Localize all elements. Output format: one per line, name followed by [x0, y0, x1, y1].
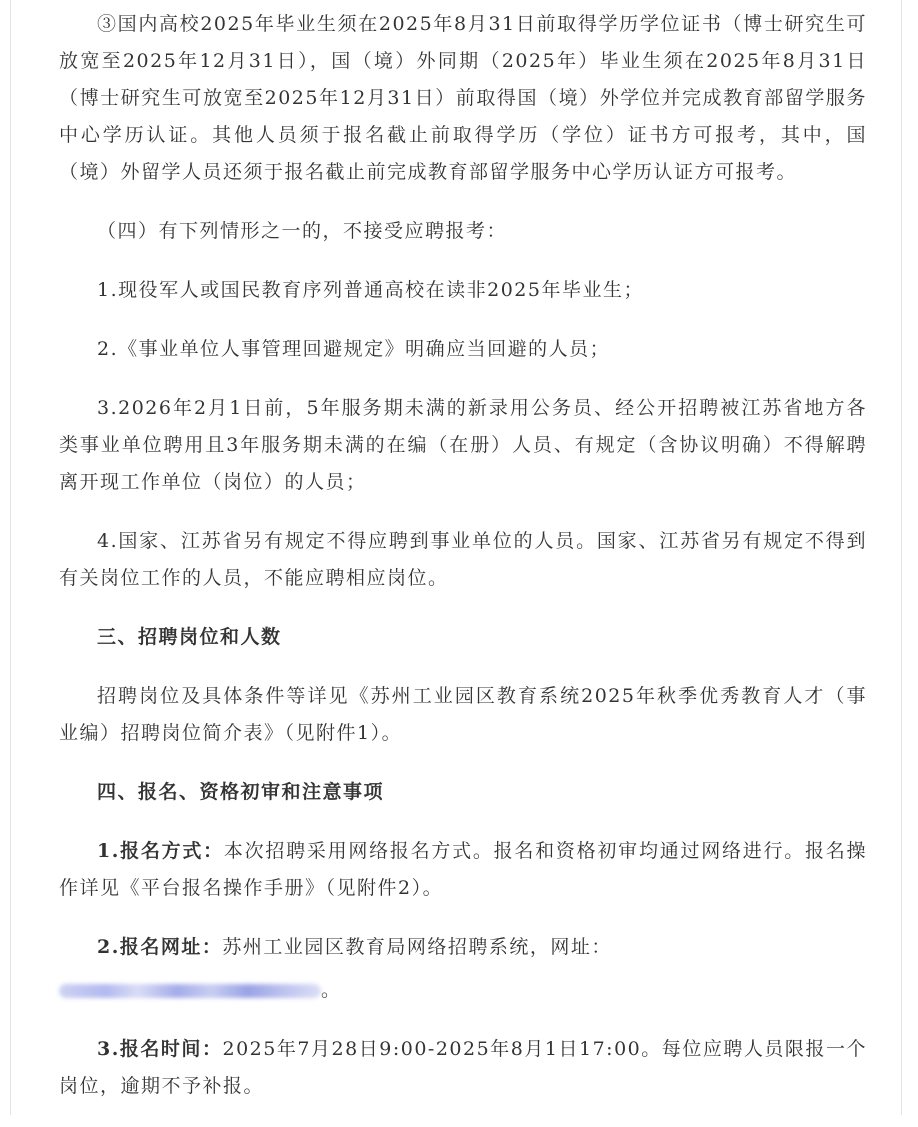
registration-url-label: 2.报名网址：	[97, 936, 223, 958]
blurred-url-link[interactable]	[59, 984, 321, 998]
registration-url-line	[59, 972, 867, 1009]
paragraph-exclusion-intro: （四）有下列情形之一的，不接受应聘报考：	[97, 220, 508, 242]
paragraph-positions: 招聘岗位及具体条件等详见《苏州工业园区教育系统2025年秋季优秀教育人才（事业编）招聘岗位简介表》（见附件1）。	[59, 685, 867, 744]
section-heading-positions: 三、招聘岗位和人数	[97, 626, 282, 648]
url-line-period: 。	[321, 979, 341, 1001]
paragraph-registration-method	[59, 833, 867, 907]
paragraph-exclusion-2: 2.《事业单位人事管理回避规定》明确应当回避的人员；	[97, 338, 611, 360]
section-heading-registration: 四、报名、资格初审和注意事项	[97, 781, 385, 803]
paragraph-degree-requirements: ③国内高校2025年毕业生须在2025年8月31日前取得学历学位证书（博士研究生可放宽至2025年12月31日），国（境）外同期（2025年）毕业生须在2025年8月31日（博士研究生可放宽至2025年12月31日）前取得国（境）外学位并完成教育部留学服务中心学历认证。其他人员须于报名截止前取得学历（学位）证书方可报考，其中，国（境）外留学人员还须于报名截止前完成教育部留学服务中心学历认证方可报考。	[59, 13, 867, 183]
paragraph-exclusion-3: 3.2026年2月1日前，5年服务期未满的新录用公务员、经公开招聘被江苏省地方各类事业单位聘用且3年服务期未满的在编（在册）人员、有规定（含协议明确）不得解聘离开现工作单位（岗位）的人员；	[59, 397, 867, 493]
paragraph-exclusion-4: 4.国家、江苏省另有规定不得应聘到事业单位的人员。国家、江苏省另有规定不得到有关岗位工作的人员，不能应聘相应岗位。	[59, 530, 867, 589]
registration-method-label: 1.报名方式：	[97, 840, 224, 862]
paragraph-registration-url	[59, 929, 867, 966]
registration-time-text: 2025年7月28日9:00-2025年8月1日17:00。每位应聘人员限报一个岗位，逾期不予补报。	[59, 1038, 867, 1097]
registration-url-text: 苏州工业园区教育局网络招聘系统，网址：	[222, 936, 612, 958]
article-content	[59, 6, 867, 1127]
paragraph-exclusion-1: 1.现役军人或国民教育序列普通高校在读非2025年毕业生；	[97, 279, 644, 301]
registration-method-text: 本次招聘采用网络报名方式。报名和资格初审均通过网络进行。报名操作详见《平台报名操作手册》（见附件2）。	[59, 840, 867, 899]
paragraph-registration-time	[59, 1031, 867, 1105]
registration-time-label: 3.报名时间：	[97, 1038, 223, 1060]
article-frame	[10, 0, 902, 1115]
